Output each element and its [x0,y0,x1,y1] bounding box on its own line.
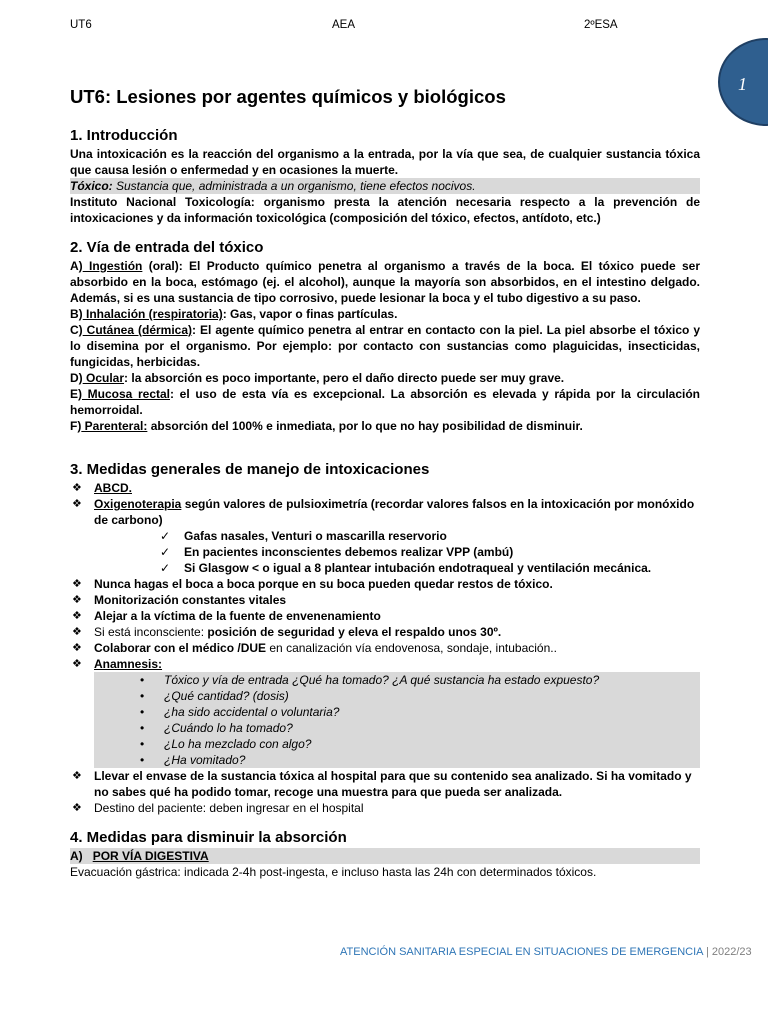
list-item: ❖ ABCD. [72,481,132,495]
list-item: ❖ Alejar a la víctima de la fuente de envenenamiento [72,609,381,623]
list-item: ❖ Colaborar con el médico /DUE en canalización vía endovenosa, sondaje, intubación.. [72,641,557,655]
diamond-bullet-icon: ❖ [72,642,82,654]
diamond-bullet-icon: ❖ [72,610,82,622]
list-item: ❖ Monitorización constantes vitales [72,593,287,607]
diamond-bullet-icon: ❖ [72,498,82,510]
via-c: C) Cutánea (dérmica): El agente químico penetra al entrar en contacto con la piel. La piel absorbe el tóxico y lo disemina por el organismo. Por ejemplo: por contacto con sustancias como plaguicidas, insecticidas, fungicidas, herbicidas. [70,323,701,369]
diamond-bullet-icon: ❖ [72,594,82,606]
list-item: ❖ Destino del paciente: deben ingresar en el hospital [72,801,364,815]
via-d: D) Ocular: la absorción es poco importante, pero el daño directo puede ser muy grave. [70,371,565,385]
page-number-badge [718,38,768,126]
instituto-paragraph: Instituto Nacional Toxicología: organismo presta la atención necesaria respecto a la prevención de intoxicaciones y da información toxicológica (composición del tóxico, efectos, antídoto, etc.) [70,195,700,225]
section-heading-2: 2. Vía de entrada del tóxico [70,239,264,256]
list-item: ❖ Nunca hagas el boca a boca porque en su boca pueden quedar restos de tóxico. [72,577,553,591]
anamnesis-questions [94,672,700,768]
check-icon: ✓ [160,529,171,543]
list-item: ❖ Oxigenoterapia según valores de pulsioximetría (recordar valores falsos en la intoxicación por monóxido de carbono) [72,497,695,527]
header-center: AEA [332,19,356,31]
list-item: ✓ Si Glasgow < o igual a 8 plantear intubación endotraqueal y ventilación mecánica. [160,561,652,575]
section-heading-3: 3. Medidas generales de manejo de intoxicaciones [70,461,430,478]
via-b: B) Inhalación (respiratoria): Gas, vapor o finas partículas. [70,307,398,321]
check-icon: ✓ [160,545,171,559]
diamond-bullet-icon: ❖ [72,578,82,590]
header-left: UT6 [70,19,92,31]
list-item: ❖ Si está inconsciente: posición de seguridad y eleva el respaldo unos 30º. [72,625,502,639]
oxigeno-checklist [70,528,700,576]
dot-bullet-icon: • [140,705,145,719]
list-item: ❖ Anamnesis: [72,657,163,671]
check-icon: ✓ [160,561,171,575]
diamond-bullet-icon: ❖ [72,626,82,638]
toxico-definition: Tóxico: Sustancia que, administrada a un organismo, tiene efectos nocivos. [70,178,700,194]
medidas-list-2 [70,576,700,672]
list-item: • ¿Lo ha mezclado con algo? [140,737,312,751]
via-a: A) Ingestión (oral): El Producto químico penetra al organismo a través de la boca. El tóxico puede ser absorbido en la boca, estómago (ej. el alcohol), aunque la mayoría son absorbidos, en el intestino delgado. Además, si es una sustancia de tipo corrosivo, puede lesionar la boca y el tubo digestivo a su paso. [70,259,700,305]
medidas-list-3 [70,768,700,816]
page-number: 1 [738,74,747,94]
medidas-list [70,480,700,528]
dot-bullet-icon: • [140,737,145,751]
page-title: UT6: Lesiones por agentes químicos y biológicos [70,86,506,107]
footer-year: 2022/23 [711,946,752,958]
header-right: 2ºESA [584,19,618,31]
diamond-bullet-icon: ❖ [72,802,82,814]
diamond-bullet-icon: ❖ [72,482,82,494]
diamond-bullet-icon: ❖ [72,658,82,670]
dot-bullet-icon: • [140,673,145,687]
dot-bullet-icon: • [140,689,145,703]
evacuacion-paragraph: Evacuación gástrica: indicada 2-4h post-ingesta, e incluso hasta las 24h con determinados tóxicos. [70,865,597,879]
list-item: • ¿Ha vomitado? [140,753,246,767]
via-digestiva-heading: A) POR VÍA DIGESTIVA [70,848,700,864]
list-item: ✓ Gafas nasales, Venturi o mascarilla reservorio [160,529,447,543]
list-item: • Tóxico y vía de entrada ¿Qué ha tomado? ¿A qué sustancia ha estado expuesto? [140,673,600,687]
section-heading-1: 1. Introducción [70,127,178,144]
list-item: • ¿Qué cantidad? (dosis) [140,689,289,703]
list-item: ❖ Llevar el envase de la sustancia tóxica al hospital para que su contenido sea analizado. Si ha vomitado y no sabes qué ha podido tomar, recoge una muestra para que pueda ser analizada. [72,769,692,799]
page-footer [340,946,752,958]
section-heading-4: 4. Medidas para disminuir la absorción [70,829,347,846]
footer-separator: | [705,946,709,958]
list-item: • ¿Cuándo lo ha tomado? [140,721,293,735]
via-e: E) Mucosa rectal: el uso de esta vía es excepcional. La absorción es elevada y rápida por la circulación hemorroidal. [70,387,700,417]
diamond-bullet-icon: ❖ [72,770,82,782]
document-body [70,86,700,880]
dot-bullet-icon: • [140,753,145,767]
intro-paragraph: Una intoxicación es la reacción del organismo a la entrada, por la vía que sea, de cualquier sustancia tóxica que causa lesión o enfermedad y en ocasiones la muerte. [70,147,700,177]
list-item: ✓ En pacientes inconscientes debemos realizar VPP (ambú) [160,545,514,559]
dot-bullet-icon: • [140,721,145,735]
footer-title: ATENCIÓN SANITARIA ESPECIAL EN SITUACIONES DE EMERGENCIA [340,946,703,958]
list-item: • ¿ha sido accidental o voluntaria? [140,705,340,719]
via-f: F) Parenteral: absorción del 100% e inmediata, por lo que no hay posibilidad de disminuir. [70,419,583,433]
